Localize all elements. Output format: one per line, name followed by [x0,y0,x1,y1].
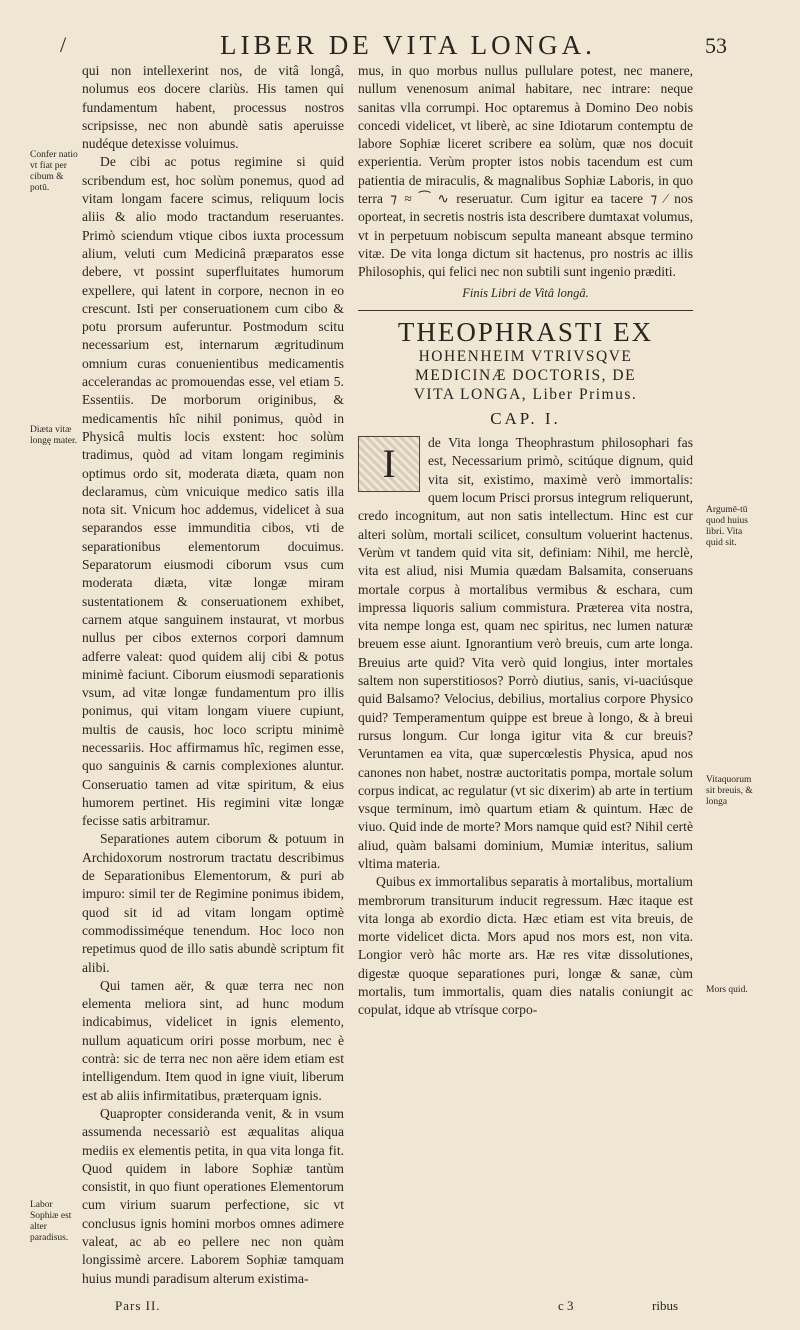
paragraph: qui non intellexerint nos, de vitâ longâ, nolumus eos docere clariùs. His tamen qui fundamentum habent, processus nostros scripsisse, nec non abundè satis aperuisse nudéque detexisse voluimus. [82,63,344,152]
decorated-initial: I [358,436,420,492]
margin-note-confer: Confer natio vt fiat per cibum & potū. [30,150,78,193]
margin-note-mors: Mors quid. [706,985,748,995]
margin-note-diaeta: Diæta vitæ longę mater. [30,425,77,446]
treatise-subtitle: MEDICINÆ DOCTORIS, DE [414,366,637,384]
paragraph: Quibus ex immortalibus separatis à mortalibus, mortalium membrorum transiturum inducit regressum. Hæc itaque est vita longa ab exordio dicta. Hæc etiam est vita breuis, de morte videlicet dicta. Mors apud nos mors est, non vita. Longior verò hâc morte ars. Hæ res vitæ dissolutiones, digestæ quoque separationes puri, longæ & sanæ, cùm mortalis, tum immortalis, quam dies natalis coniungit ac copulat, idque ab vtrísque corpo- [358,874,693,1018]
paragraph: De cibi ac potus regimine si quid scribendum est, hoc solùm ponemus, quod ad vitam longam facere scimus, reliquum locis aliis & alio modo tractandum reseruantes. Primò sciendum vtique cibos iuxta processum alium, veluti cum Medicinâ præparatos esse debere, vt possint superfluitates humorum expellere, qui latent in corpore, necnon in eo crescunt. Isti per conseruationem cum cibo & potu prorsum auferuntur. Postmodum scitu necessarium est, internarum ægritudinum omnium curas conuenientibus medicamentis accelerandas ac promouendas esse, vel etiam 5. Essentiis. De morborum originibus, & medicamentis hîc nihil ponimus, quòd in Physicâ multis locis exstent: hoc solùm tradimus, quòd ad vitam longam regiminis optimus ordo sit, moderata diæta, quam non declaramus, cùm vnicuique medico satis illa nota sit. Vnicum hoc addemus, videlicet à sua separandos esse immunditia cibos, vti de separationibus elementorum docuimus. Separatorum eiusmodi ciborum vsus cum moderata diæta, vitæ longæ miram sustentationem & conseruationem exhibet, carnem atque sanguinem instaurat, vt morbus nullus per cibos externos corpori damnum adferre valeat: quod quidem alij cibi & potus minimè faciunt. Ciborum eiusmodi separationis vsum, ad vitæ longæ fundamentum pro illis ponimus, qui vitam longam viuere cupiunt, multis de causis, hoc loco scriptu minimè necessariis. Hoc affirmamus hîc, regimen esse, quo sanguinis & carnis complexiones aluntur. Conseruatio tamen ad vitæ spiritum, & eius humorem pertinet. His regimini vitæ longæ fecisse satis arbitramur. [82,154,344,829]
running-title: LIBER DE VITA LONGA. [220,30,596,60]
finis-line: Finis Libri de Vitâ longâ. [462,285,589,300]
paragraph: de Vita longa Theophrastum philosophari fas est, Necessarium primò, scitúque dignum, quid vita sit, existimo, maximè verò immortalis: quem locum Prisci prorsus integrum reliquerunt, credo incognitum, aut non satis intellectum. Hinc est cur alteri solùm, mortali scilicet, consultum voluerint hactenus. Verùm vt tandem quid vita sit, definiam: Nihil, me herclè, vita est aliud, nisi Mumia quædam Balsamita, conseruans mortale corpus à mortalibus vermibus & eschara, cum impressa liquoris salium commistura. Præterea vita nostra, vita nempe longa est, quam nec spiritus, nec lumen naturæ breuem esse aiunt. Ignorantium verò breuis, cum arte longa. Breuius arte quid? Vita verò quid longius, inter mortales saltem non superstitiosos? Porrò diutius, sanis, vi-uaciúsque quid Balsamo? Velocius, debilius, mortalius corpore Physico quid? Temperamentum quippe est breue à longo, & à breui rursus longum. Cur longa igitur vita & cur breuis? Veruntamen ea vita, quæ supercœlestis Physica, apud nos canones non habet, nostræ auctoritatis pompa, mortale solum corpus indicat, ac regulatur (vt sic dixerim) ab arte in tertium vsque terminum, imò quartum etiam & quintum. Hæc de viuo. Quid inde de morte? Mors namque quid est? Nihil certè aliud, quàm balsami dominium, Mumiæ interitus, salium vltima materia. [358,435,693,871]
header-mark: / [60,32,67,57]
margin-note-labor: Labor Sophiæ est alter paradisus. [30,1200,72,1243]
chapter-heading: CAP. I. [490,408,561,428]
margin-note-vitaquo: Vitaquorum sit breuis, & longa [706,775,753,807]
divider-rule [358,310,693,311]
paragraph: Qui tamen aër, & quæ terra nec non elementa meliora sint, ad hunc modum indicabimus, videlicet in ignis elemento, nullum aquaticum oriri posse morbum, nec è contrà: sic de terra nec non aëre idem etiam est intelligendum. Item quod in igne viuit, liberum est ab aliis infirmitatibus, præterquam ignis. [82,977,344,1103]
treatise-title: THEOPHRASTI EX [397,316,654,347]
left-column [82,62,344,1288]
right-column [358,62,693,1020]
paragraph: Separationes autem ciborum & potuum in Archidoxorum nostrorum tractatu describimus de Separationibus Elementorum, & puri ab impuro: simil ter de Regimine ponimus ibidem, quod sit id ad vitam longam optimè commodissiméque tenendum. Hoc loco non repetimus quod de illo satis abundè scriptum fit alibi. [82,831,344,975]
catchword-left: Pars II. [115,1298,161,1313]
page-header [0,30,800,60]
margin-note-argument: Argumē-tū quod huius libri. Vita quid sit. [706,505,748,548]
signature-mark: c 3 [558,1298,574,1313]
paragraph: mus, in quo morbus nullus pullulare potest, nec manere, nullum venenosum animal habitare, nec intrare: neque sanitas vlla corrumpi. Hoc optaremus à Domino Deo nobis concedi videlicet, vt liberè, ac sine Idiotarum contemptu de labore Sophiæ liceret scribere ea solùm, quæ nos docuit experientia. Verùm propter istos nobis tacendum est cum patientia de miraculis, & magnalibus Sophiæ Laboris, in quo terra ⁊ ≈ ⁀ ∿ reseruatur. Cum igitur ea tacere ⁊ ⁄ nos oporteat, in secretis nostris ista describere dumtaxat volumus, vt in perpetuum nobiscum sepulta maneant absque termino vitæ. De vita longa dictum sit hactenus, pro nostris ac illis Philosophis, qui felici nec non subtili sunt ingenio præditi. [358,63,693,280]
treatise-subtitle: VITA LONGA, Liber Primus. [413,385,638,403]
treatise-subtitle: HOHENHEIM VTRIVSQVE [418,347,633,365]
page-number: 53 [705,33,727,58]
catchword-right: ribus [652,1298,678,1313]
paragraph: Quapropter considerandа venit, & in vsum assumenda necessariò est æqualitas aliqua mediis ex elementis petita, in qua vita longa fit. Quod quidem in labore Sophiæ tantùm consistit, in quo fiunt operationes Elementorum cum virium suarum perfectione, sic vt conclusus ignis homini morbos omnes adimere valeat, ac ab eo pellere nec non quàm longissimè arcere. Laborem Sophiæ tamquam huius mundi paradisum alterum existima- [82,1105,344,1286]
